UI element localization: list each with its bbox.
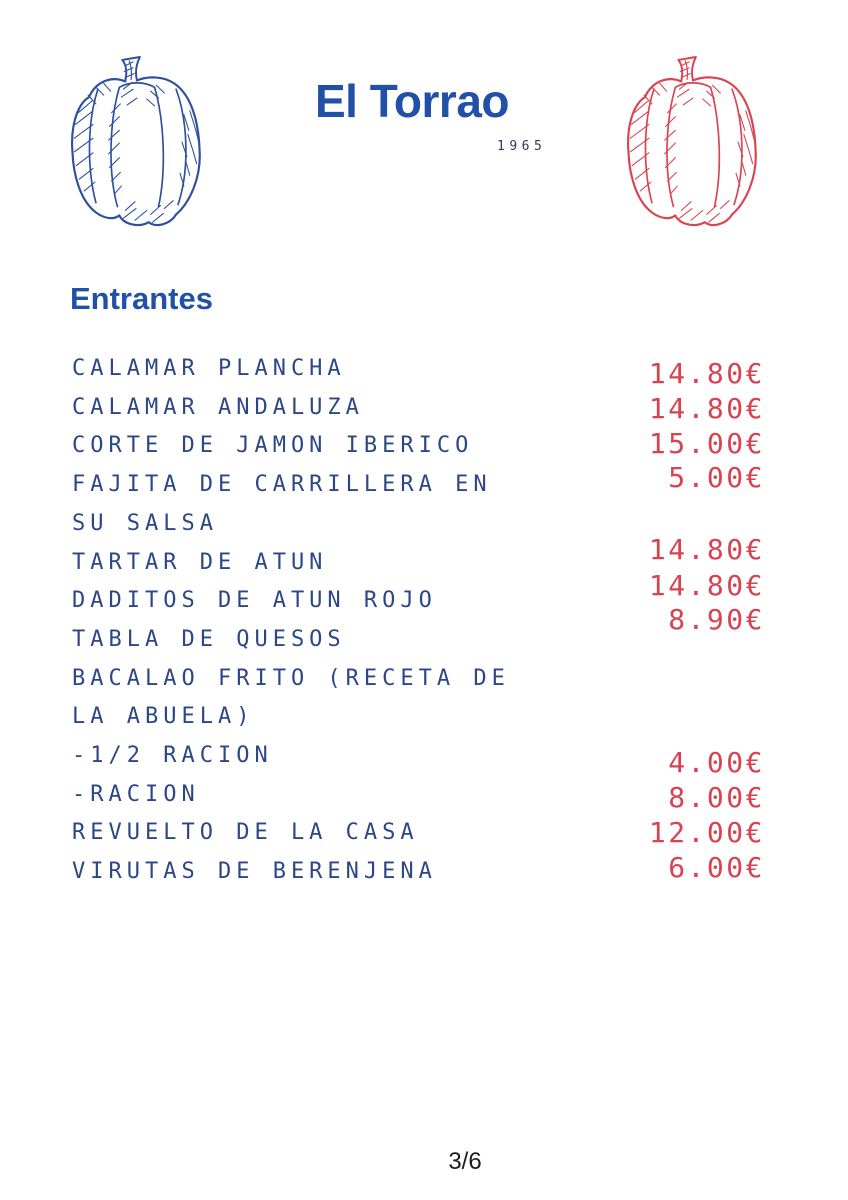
menu-item-price: 6.00€	[668, 851, 765, 884]
menu-item-name: LA ABUELA)	[72, 704, 255, 730]
menu-item-name: -RACION	[72, 781, 200, 807]
menu-item-price: 4.00€	[668, 746, 765, 779]
menu-item-name: DADITOS DE ATUN ROJO	[72, 588, 437, 614]
menu-item-price: 14.80€	[648, 357, 765, 390]
restaurant-title: El Torrao	[314, 75, 509, 127]
restaurant-year: 1965	[497, 139, 547, 154]
menu-item-name: VIRUTAS DE BERENJENA	[72, 859, 437, 885]
menu-item-price: 14.80€	[648, 569, 765, 602]
menu-item-name: REVUELTO DE LA CASA	[72, 820, 419, 846]
menu-item-price: 14.80€	[648, 392, 765, 425]
menu-item-names	[72, 350, 510, 892]
menu-item-price: 8.90€	[668, 603, 765, 636]
menu-item-name: -1/2 RACION	[72, 743, 273, 769]
menu-item-price: 8.00€	[668, 781, 765, 814]
menu-item-name: CALAMAR PLANCHA	[72, 356, 346, 381]
menu-item-name: SU SALSA	[72, 510, 218, 536]
menu-item-name: TABLA DE QUESOS	[72, 626, 346, 652]
menu-item-price: 12.00€	[648, 816, 765, 849]
menu-item-name: BACALAO FRITO (RECETA DE	[72, 665, 510, 691]
menu-item-price: 15.00€	[648, 427, 765, 460]
menu-item-name: TARTAR DE ATUN	[72, 549, 328, 575]
menu-item-price: 14.80€	[648, 533, 765, 566]
menu-item-name: CORTE DE JAMON IBERICO	[72, 433, 474, 459]
section-title: Entrantes	[70, 281, 213, 316]
menu-item-name: FAJITA DE CARRILLERA EN	[72, 472, 492, 498]
menu-item-name: CALAMAR ANDALUZA	[72, 394, 364, 420]
page-indicator: 3/6	[448, 1148, 482, 1175]
menu-item-price: 5.00€	[668, 461, 765, 494]
